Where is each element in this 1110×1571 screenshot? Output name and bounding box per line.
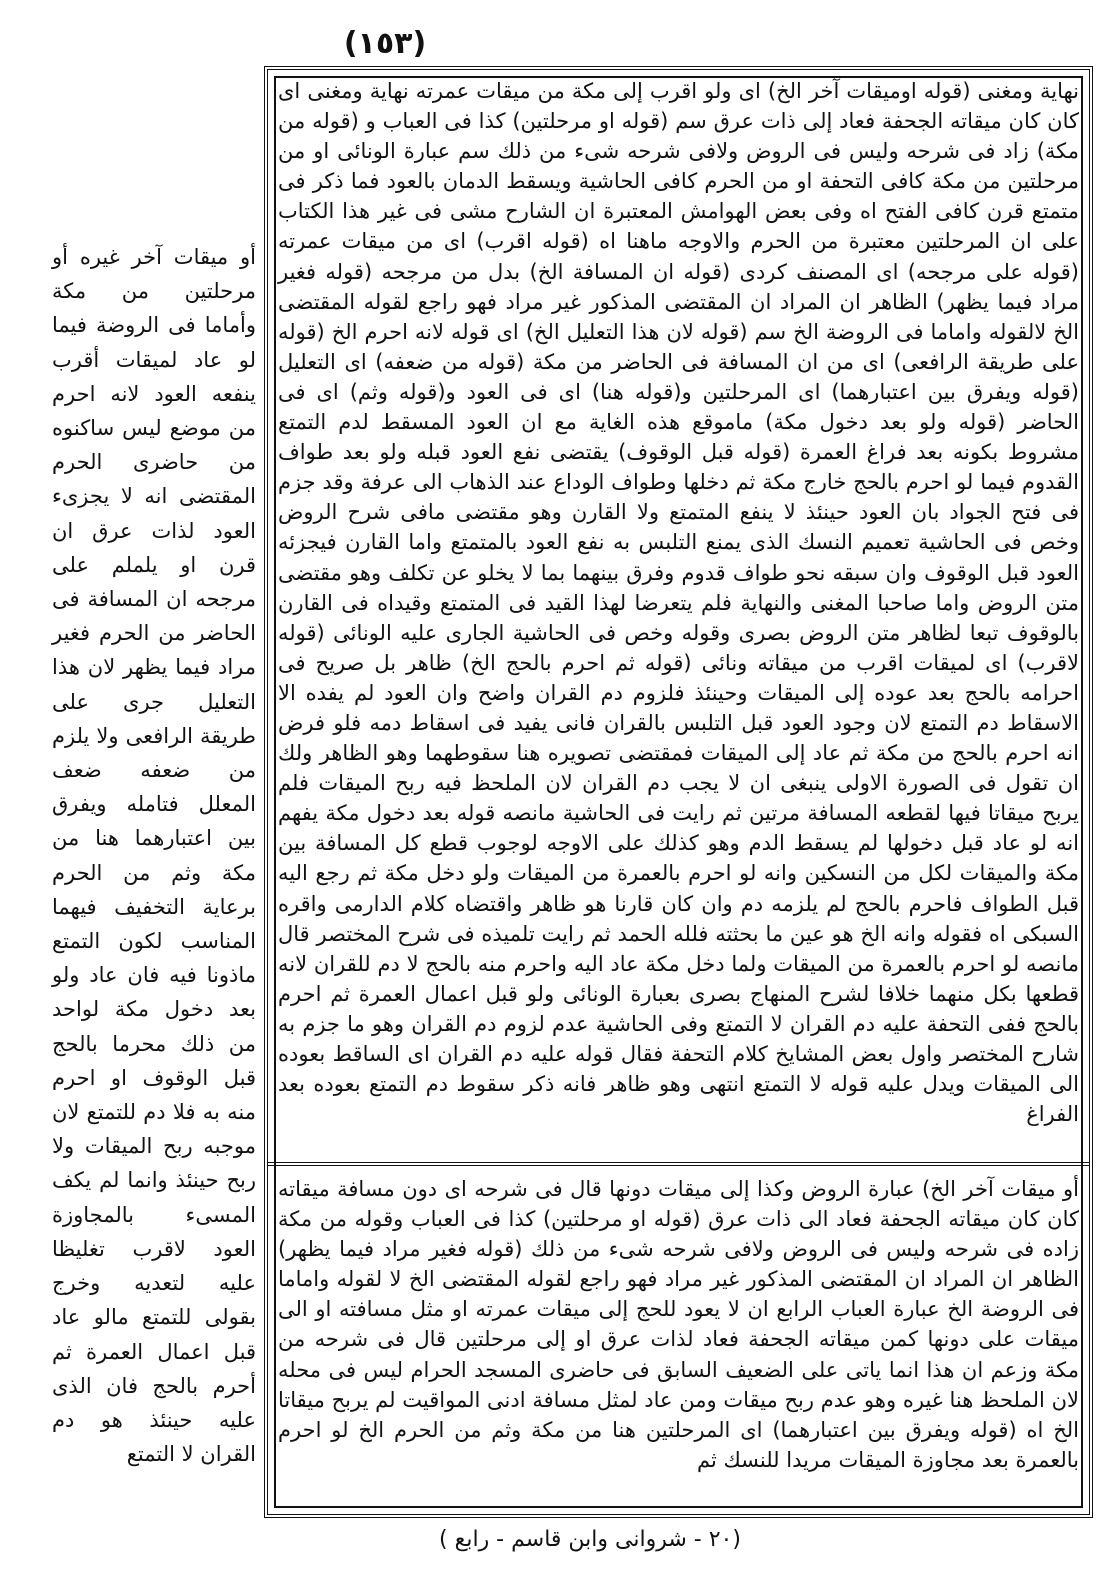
side-column-text: أو ميقات آخر غيره أو مرحلتين من مكة وأماما فى الروضة فيما لو عاد لميقات أقرب ينفعه العود لانه احرم من موضع ليس ساكنوه من حاضرى الحرم المقتضى انه لا يجزىء العود لذات عرق ان قرن او يلملم على مرجحه ان المسافة فى الحاضر من الحرم فغير مراد فيما يظهر لان هذا التعليل جرى على طريقة الرافعى ولا يلزم من ضعفه ضعف المعلل فتامله ويفرق بين اعتبارهما هنا من مكة وثم من الحرم برعاية التخفيف فيهما المناسب لكون التمتع ماذونا فيه فان عاد ولو بعد دخول مكة لواحد من ذلك محرما بالحج قبل الوقوف او احرم منه به فلا دم للتمتع لان موجبه ربح الميقات ولا ربح حينئذ وانما لم يكف المسىء بالمجاوزة العود لاقرب تغليظا عليه لتعديه وخرج بقولى للتمتع مالو عاد قبل اعمال العمرة ثم أحرم بالحج فان الذى عليه حينئذ هو دم القران لا التمتع xyxy=(52,245,256,1467)
page-number: (١٥٣) xyxy=(343,26,427,61)
lower-commentary-text: أو ميقات آخر الخ) عبارة الروض وكذا إلى ميقات دونها قال فى شرحه اى دون مسافة ميقاته كان كان ميقاته الجحفة فعاد الى ذات عرق (قوله او مرحلتين) كذا فى العباب وقوله من مكة زاده فى شرحه وليس فى الروض ولافى شرحه شىء من ذلك (قوله فغير مراد فيما يظهر) الظاهر ان المراد ان المقتضى المذكور غير مراد فهو راجع لقوله المقتضى الخ لا لقوله واماما فى الروضة الخ عبارة العباب الرابع ان لا يعود للحج إلى ميقات عمرته او مثل مسافته او الى ميقات على دونها كمن ميقاته الجحفة فعاد لذات عرق او إلى مرحلتين قال فى شرحه من مكة وزعم ان هذا انما ياتى على الضعيف السابق فى حاضرى المسجد الحرام ليس فى محله لان الملحظ هنا غيره وهو عدم ربح ميقات ومن عاد لمثل مسافة ادنى المواقيت لم يربح ميقاتا الخ اه (قوله ويفرق بين اعتبارهما) اى المرحلتين هنا من مكة وثم من الحرم الخ لو احرم بالعمرة بعد مجاوزة الميقات مريدا للنسك ثم xyxy=(278,1177,1079,1472)
commentary-frame xyxy=(264,66,1093,1518)
footer-signature: (٢٠ - شروانى وابن قاسم - رابع ) xyxy=(439,1527,741,1552)
section-divider xyxy=(268,1162,1089,1166)
upper-commentary-text: نهاية ومغنى (قوله اوميقات آخر الخ) اى ولو اقرب إلى مكة من ميقات عمرته نهاية ومغنى اى كان كان ميقاته الجحفة فعاد إلى ذات عرق سم (قوله او مرحلتين) كذا فى العباب و (قوله من مكة) زاد فى شرحه وليس فى الروض ولافى شرحه شىء من ذلك سم عبارة الونائى او من مرحلتين من مكة كافى التحفة او من الحرم كافى الحاشية ويسقط الدمان بالعود فما ذكر فى متمتع قرن كافى الفتح اه وفى بعض الهوامش المعتبرة ان الشارح مشى فى غير هذا الكتاب على ان المرحلتين معتبرة من الحرم والاوجه ماهنا اه (قوله اقرب) اى من ميقات عمرته (قوله على مرجحه) اى المصنف كردى (قوله ان المسافة الخ) بدل من مرجحه (قوله فغير مراد فيما يظهر) الظاهر ان المراد ان المقتضى المذكور غير مراد فهو راجع لقوله المقتضى الخ لالقوله واماما فى الروضة الخ سم (قوله لان هذا التعليل الخ) اى قوله لانه احرم الخ (قوله على طريقة الرافعى) اى من ان المسافة فى الحاضر من مكة (قوله من ضعفه) اى التعليل (قوله ويفرق بين اعتبارهما) اى المرحلتين و(قوله هنا) اى فى العود و(قوله وثم) اى فى الحاضر (قوله ولو بعد دخول مكة) ماموقع هذه الغاية مع ان العود المسقط لدم التمتع مشروط بكونه بعد فراغ العمرة (قوله قبل الوقوف) يقتضى نفع العود قبله ولو بعد طواف القدوم فيما لو احرم بالحج خارج مكة ثم دخلها وطواف الوداع عند الذهاب الى عرفة وقد جزم فى فتح الجواد بان العود حينئذ لا ينفع المتمتع ولا القارن وهو مقتضى مافى شرح الروض وخص فى الحاشية تعميم النسك الذى يمنع التلبس به نفع العود بالمتمتع واما القارن فيجزئه العود قبل الوقوف وان سبقه نحو طواف قدوم وفرق بينهما بما لا يخلو عن تكلف وهو مقتضى متن الروض واما صاحبا المغنى والنهاية فلم يتعرضا لهذا القيد فى المتمتع وقيداه فى القارن بالوقوف تبعا لظاهر متن الروض بصرى وقوله وخص فى الحاشية الجارى عليه الونائى (قوله لاقرب) اى لميقات اقرب من ميقاته ونائى (قوله ثم احرم بالحج الخ) ظاهر بل صريح فى احرامه بالحج بعد عوده إلى الميقات وحينئذ فلزوم دم القران واضح وان العود لم يفده الا الاسقاط دم التمتع لان وجود العود قبل التلبس بالقران فانى يفيد فى اسقاط دمه فلو فرض انه احرم بالحج من مكة ثم عاد إلى الميقات فمقتضى تصويره هنا سقوطهما وهو الظاهر ولك ان تقول فى الصورة الاولى ينبغى ان لا يجب دم القران لان الملحظ فيه ربح الميقات فلم يربح ميقاتا فيها لقطعه المسافة مرتين ثم رايت فى الحاشية مانصه قوله بعد دخول مكة يفهم انه لو عاد قبل دخولها لم يسقط الدم وهو كذلك على الاوجه لوجوب قطع كل المسافة بين مكة والميقات لكل من النسكين وانه لو احرم بالعمرة من الميقات ولو دخل مكة ثم رجع اليه قبل الطواف فاحرم بالحج لم يلزمه دم وان كان قارنا هو ظاهر واقتضاه كلام الدارمى واقره السبكى اه فقوله وانه الخ هو عين ما بحثته فلله الحمد ثم رايت تلميذه فى شرح المختصر قال مانصه لو احرم بالعمرة من الميقات ولما دخل مكة عاد اليه واحرم منه بالحج لا دم للقران لانه قطعها بكل منهما خلافا لشرح المنهاج بصرى بعبارة الونائى ولو قبل اعمال العمرة ثم احرم بالحج ففى التحفة عليه دم القران لا التمتع وفى الحاشية عدم لزوم دم القران وهو ما جزم به شارح المختصر واول بعض المشايخ كلام التحفة فقال قوله عليه دم القران اى الساقط بعوده الى الميقات ويدل عليه قوله لا التمتع انتهى وهو ظاهر فانه ذكر سقوط دم التمتع بعوده بعد الفراغ xyxy=(278,79,1079,1127)
